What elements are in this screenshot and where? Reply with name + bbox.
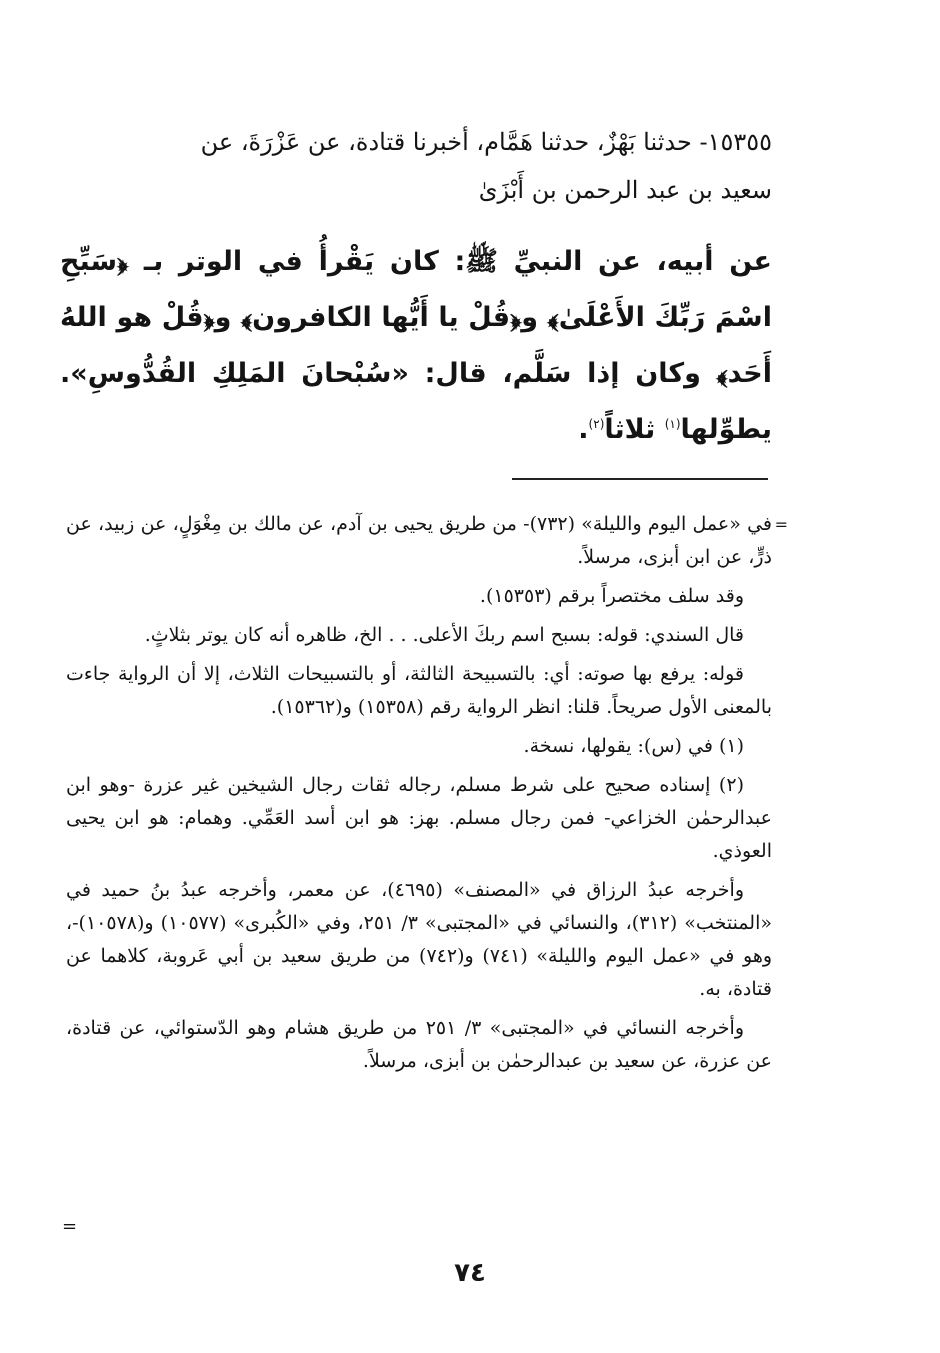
footnote-2a: (٢) إسناده صحيح على شرط مسلم، رجاله ثقات رجال الشيخين غير عزرة -وهو ابن عبدالرحمٰن الخزاعي- فمن رجال مسلم. بهز: هو ابن أسد العَمِّي. وهمام: هو ابن يحيى العوذي. — [66, 774, 772, 862]
matn-text: عن أبيه، عن النبيِّ ﷺ: كان يَقْرأُ في الوتر بـ ﴿سَبِّحِ اسْمَ رَبِّكَ الأَعْلَىٰ﴾ و﴿قُلْ يا أَيُّها الكافرون﴾ و﴿قُلْ هو اللهُ أَحَد﴾ وكان إذا سَلَّم، قال: «سُبْحانَ المَلِكِ القُدُّوسِ». يطوِّلها — [60, 246, 772, 445]
isnad-line-1: ١٥٣٥٥- حدثنا بَهْزٌ، حدثنا هَمَّام، أخبرنا قتادة، عن عَزْرَةَ، عن — [200, 128, 772, 156]
matn-period: . — [578, 414, 589, 445]
hadith-isnad — [60, 118, 772, 214]
footnote-separator — [512, 478, 768, 480]
footnote-2c: وأخرجه النسائي في «المجتبى» ٣/ ٢٥١ من طريق هشام وهو الدّستوائي، عن قتادة، عن عزرة، عن سعيد بن عبدالرحمٰن بن أبزى، مرسلاً. — [66, 1017, 772, 1072]
continuation-marker: = — [774, 515, 788, 534]
footnote-sindi-2: قوله: يرفع بها صوته: أي: بالتسبيحة الثالثة، أو بالتسبيحات الثلاث، إلا أن الرواية جاءت بالمعنى الأول صريحاً. قلنا: انظر الرواية رقم (١٥٣٥٨) و(١٥٣٦٢). — [66, 663, 772, 718]
footnote-ref-1[interactable]: (١) — [664, 417, 681, 431]
footnote-carryover-2: وقد سلف مختصراً برقم (١٥٣٥٣). — [479, 585, 744, 607]
end-marker: = — [62, 1216, 78, 1237]
main-text — [60, 118, 772, 458]
footnote-2b: وأخرجه عبدُ الرزاق في «المصنف» (٤٦٩٥)، عن معمر، وأخرجه عبدُ بنُ حميد في «المنتخب» (٣١٢)، والنسائي في «المجتبى» ٣/ ٢٥١، وفي «الكُبرى» (١٠٥٧٧) و(١٠٥٧٨)-، وهو في «عمل اليوم والليلة» (٧٤١) و(٧٤٢) من طريق سعيد بن أبي عَروبة، كلاهما عن قتادة، به. — [66, 879, 773, 1000]
footnote-ref-2[interactable]: (٢) — [588, 417, 605, 431]
footnotes — [66, 508, 788, 1084]
page-number: ٧٤ — [454, 1258, 486, 1288]
matn-end: ثلاثاً — [604, 414, 656, 445]
footnote-carryover-1: في «عمل اليوم والليلة» (٧٣٢)- من طريق يحيى بن آدم، عن مالك بن مِغْوَلٍ، عن زبيد، عن ذرٍّ، عن ابن أبزى، مرسلاً. — [66, 513, 773, 568]
hadith-matn — [60, 234, 772, 458]
footnote-sindi-1: قال السندي: قوله: بسبح اسم ربكَ الأعلى. . . الخ، ظاهره أنه كان يوتر بثلاثٍ. — [144, 624, 744, 646]
footnote-1: (١) في (س): يقولها، نسخة. — [523, 735, 744, 757]
isnad-line-2: سعيد بن عبد الرحمن بن أَبْزَىٰ — [478, 176, 772, 204]
